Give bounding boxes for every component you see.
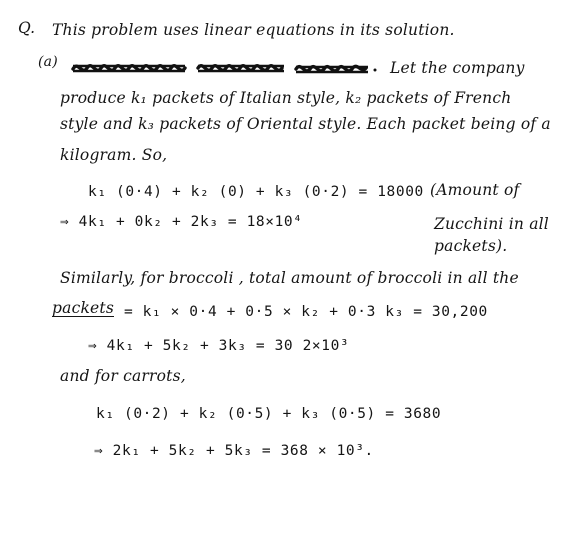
zucchini-note-line-1: (Amount of [430, 181, 520, 199]
broccoli-intro: Similarly, for broccoli , total amount of broccoli in all the [60, 269, 519, 287]
intro-let-company: Let the company [390, 59, 525, 77]
zucchini-equation: k₁ (0·4) + k₂ (0) + k₃ (0·2) = 18000 [88, 184, 424, 200]
zucchini-note-line-3: packets). [434, 237, 508, 255]
part-label: (a) [38, 54, 58, 70]
carrots-simplified: ⇒ 2k₁ + 5k₂ + 5k₃ = 368 × 10³. [94, 443, 374, 459]
question-marker: Q. [18, 19, 36, 37]
carrots-equation: k₁ (0·2) + k₂ (0·5) + k₃ (0·5) = 3680 [96, 406, 442, 422]
intro-line-2: produce k₁ packets of Italian style, k₂ packets of French [60, 89, 512, 107]
broccoli-equation: = k₁ × 0·4 + 0·5 × k₂ + 0·3 k₃ = 30,200 [124, 304, 488, 320]
broccoli-packets-label: packets [52, 299, 114, 317]
zucchini-simplified: ⇒ 4k₁ + 0k₂ + 2k₃ = 18×10⁴ [60, 214, 303, 230]
carrots-intro: and for carrots, [60, 367, 186, 385]
intro-line-4: kilogram. So, [60, 146, 168, 164]
broccoli-simplified: ⇒ 4k₁ + 5k₂ + 3k₃ = 30 2×10³ [88, 338, 350, 354]
crossed-out-scribble [70, 56, 380, 78]
intro-line-3: style and k₃ packets of Oriental style. Each packet being of a [60, 115, 551, 133]
problem-intro: This problem uses linear equations in its solution. [52, 21, 455, 39]
zucchini-note-line-2: Zucchini in all [434, 215, 549, 233]
